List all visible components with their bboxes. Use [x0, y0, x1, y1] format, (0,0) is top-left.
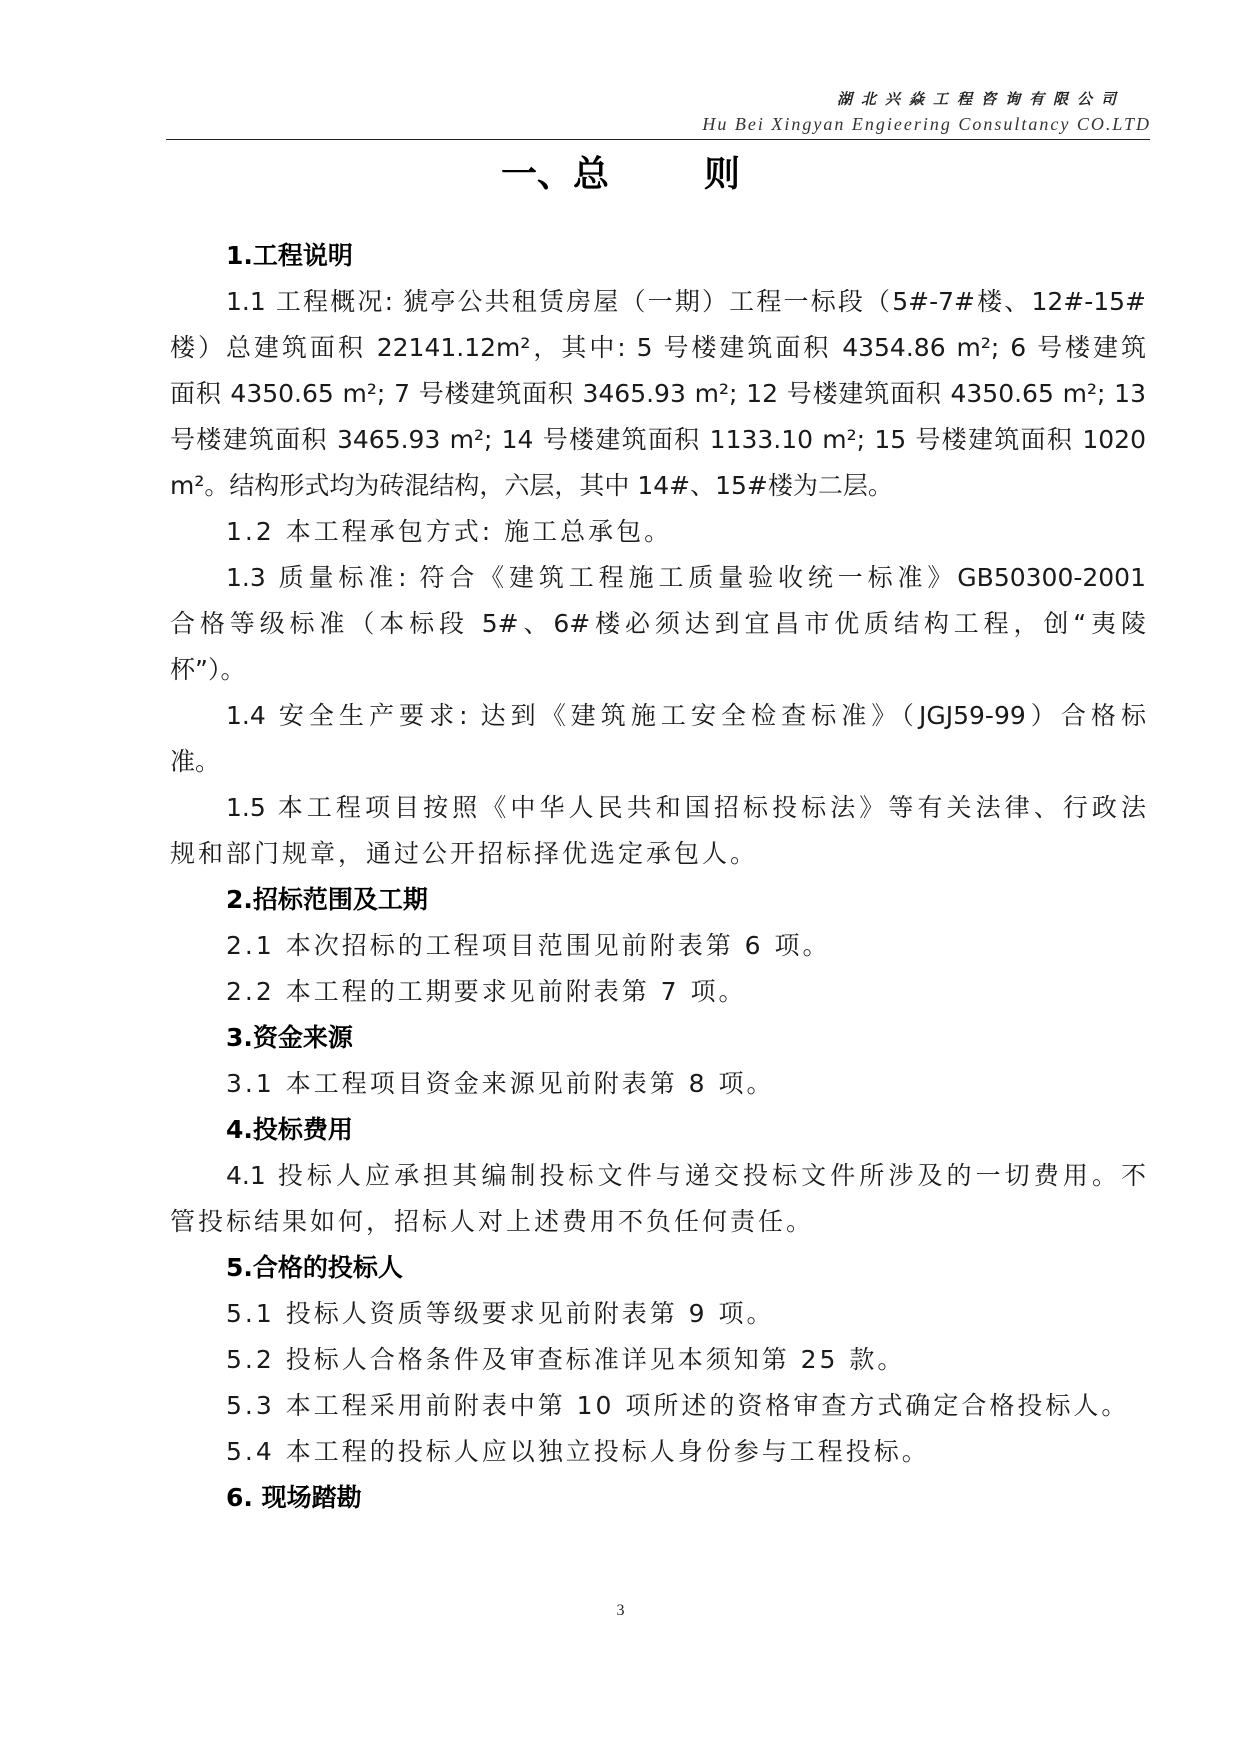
section-heading: 5.合格的投标人 [226, 1253, 403, 1282]
paragraph-line: 杯”）。 [170, 655, 246, 684]
paragraph-line: 1.1 工程概况: 猇亭公共租赁房屋（一期）工程一标段（5#-7#楼、12#-15# [226, 287, 1146, 316]
page-number: 3 [616, 1602, 625, 1619]
paragraph-line: 1.4 安全生产要求: 达到《建筑施工安全检查标准》（JGJ59-99）合格标 [226, 701, 1146, 730]
section-heading: 6. 现场踏勘 [226, 1483, 362, 1512]
section-heading: 4.投标费用 [226, 1115, 353, 1144]
section-heading: 3.资金来源 [226, 1023, 353, 1052]
paragraph-line: 2.2 本工程的工期要求见前附表第 7 项。 [226, 977, 747, 1006]
title-part2: 则 [704, 154, 741, 195]
title-part1: 一、总 [500, 154, 609, 195]
paragraph-line: 1.3 质量标准: 符合《建筑工程施工质量验收统一标准》GB50300-2001 [226, 563, 1146, 592]
paragraph-line: 1.2 本工程承包方式: 施工总承包。 [226, 517, 673, 546]
section-heading: 2.招标范围及工期 [226, 885, 428, 914]
paragraph-line: 1.5 本工程项目按照《中华人民共和国招标投标法》等有关法律、行政法 [226, 793, 1146, 822]
paragraph-line: 准。 [170, 747, 221, 776]
paragraph-line: m²。结构形式均为砖混结构，六层，其中 14#、15#楼为二层。 [170, 471, 893, 500]
paragraph-line: 4.1 投标人应承担其编制投标文件与递交投标文件所涉及的一切费用。不 [226, 1161, 1146, 1190]
paragraph-line: 管投标结果如何，招标人对上述费用不负任何责任。 [170, 1207, 815, 1236]
paragraph-line: 面积 4350.65 m²; 7 号楼建筑面积 3465.93 m²; 12 号楼建筑面积 4350.65 m²; 13 [170, 379, 1146, 408]
header-company-en: Hu Bei Xingyan Engieering Consultancy CO.LTD [702, 114, 1151, 134]
paragraph-line: 2.1 本次招标的工程项目范围见前附表第 6 项。 [226, 931, 831, 960]
page-title [0, 150, 1241, 200]
paragraph-line: 号楼建筑面积 3465.93 m²; 14 号楼建筑面积 1133.10 m²; 15 号楼建筑面积 1020 [170, 425, 1146, 454]
paragraph-line: 5.2 投标人合格条件及审查标准详见本须知第 25 款。 [226, 1345, 906, 1374]
paragraph-line: 5.3 本工程采用前附表中第 10 项所述的资格审查方式确定合格投标人。 [226, 1391, 1130, 1420]
header-rule [166, 139, 1150, 140]
paragraph-line: 楼）总建筑面积 22141.12m²，其中: 5 号楼建筑面积 4354.86 m²; 6 号楼建筑 [170, 333, 1146, 362]
header-company-cn: 湖北兴焱工程咨询有限公司 [836, 90, 1125, 108]
paragraph-line: 合格等级标准（本标段 5#、6#楼必须达到宜昌市优质结构工程，创“夷陵 [170, 609, 1146, 638]
paragraph-line: 3.1 本工程项目资金来源见前附表第 8 项。 [226, 1069, 775, 1098]
paragraph-line: 5.4 本工程的投标人应以独立投标人身份参与工程投标。 [226, 1437, 930, 1466]
section-heading: 1.工程说明 [226, 241, 353, 270]
paragraph-line: 5.1 投标人资质等级要求见前附表第 9 项。 [226, 1299, 775, 1328]
paragraph-line: 规和部门规章，通过公开招标择优选定承包人。 [170, 839, 759, 868]
